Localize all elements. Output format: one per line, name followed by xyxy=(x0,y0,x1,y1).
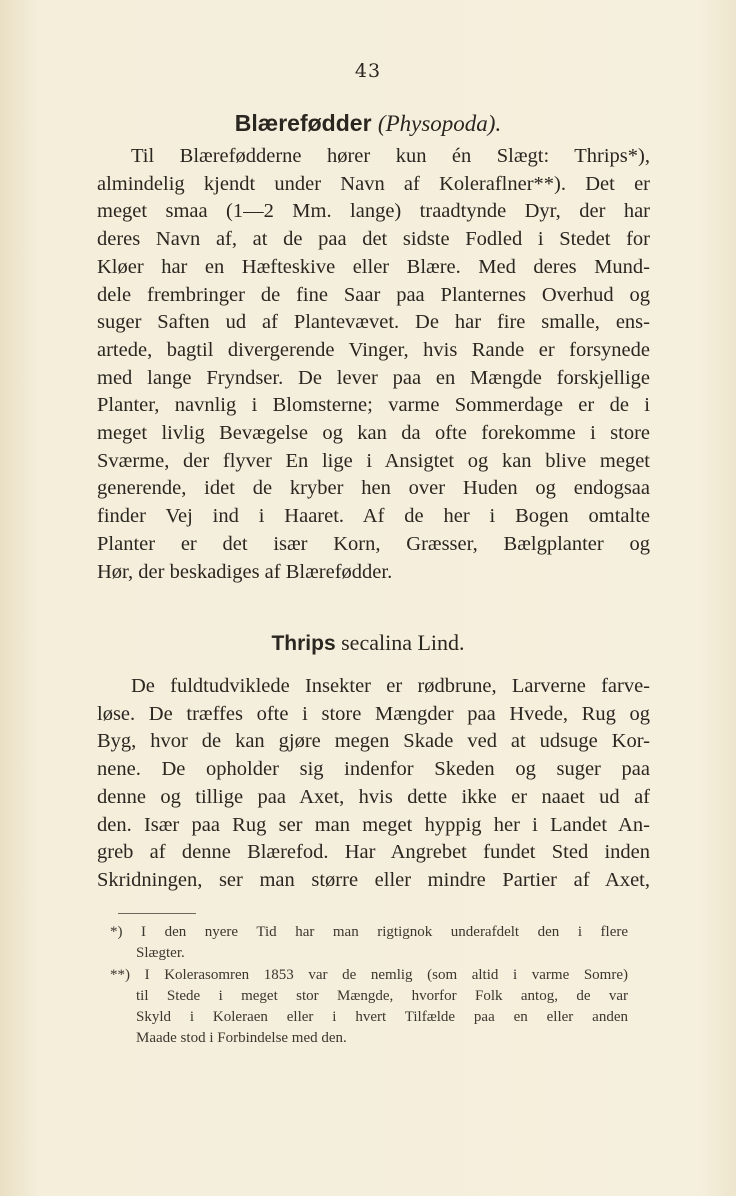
text-line: Byg, hvor de kan gjøre megen Skade ved at udsuge Kor- xyxy=(97,730,650,753)
text-line: Planter er det især Korn, Græsser, Bælgplanter og xyxy=(97,532,650,555)
text-line: Planter, navnlig i Blomsterne; varme Sommerdage er de i xyxy=(97,394,650,417)
subsection-heading xyxy=(0,630,736,656)
text-line: De fuldtudviklede Insekter er rødbrune, Larverne farve- xyxy=(131,675,650,697)
text-line: løse. De træffes ofte i store Mængder paa Hvede, Rug og xyxy=(97,702,650,725)
section-heading xyxy=(0,110,736,137)
footnote-line: Skyld i Koleraen eller i hvert Tilfælde paa en eller anden xyxy=(136,1009,628,1026)
footnote-line: *) I den nyere Tid har man rigtignok underafdelt den i flere xyxy=(110,924,628,940)
text-line: med lange Fryndser. De lever paa en Mængde forskjellige xyxy=(97,366,650,389)
text-line: meget smaa (1—2 Mm. lange) traadtynde Dyr, der har xyxy=(97,200,650,223)
footnote-line: til Stede i meget stor Mængde, hvorfor Folk antog, de var xyxy=(136,987,628,1004)
text-line: artede, bagtil divergerende Vinger, hvis Rande er forsynede xyxy=(97,338,650,361)
text-line: dele frembringer de fine Saar paa Planternes Overhud og xyxy=(97,283,650,306)
paragraph-thrips-secalina xyxy=(97,673,650,895)
text-line: Til Blærefødderne hører kun én Slægt: Thrips*), xyxy=(131,145,650,167)
text-line: meget livlig Bevægelse og kan da ofte forekomme i store xyxy=(97,422,650,445)
footnote-divider xyxy=(118,913,196,914)
subsection-title-rest: secalina Lind. xyxy=(341,630,465,655)
text-line: den. Især paa Rug ser man meget hyppig her i Landet An- xyxy=(97,813,650,836)
text-line: greb af denne Blærefod. Har Angrebet fundet Sted inden xyxy=(97,841,650,864)
footnote-line: Maade stod i Forbindelse med den. xyxy=(136,1030,347,1047)
text-line: Sværme, der flyver En lige i Ansigtet og kan blive meget xyxy=(97,449,650,472)
text-line: denne og tillige paa Axet, hvis dette ikke er naaet ud af xyxy=(97,785,650,808)
subsection-title: Thrips xyxy=(271,632,336,655)
paragraph-thrips-intro xyxy=(97,143,650,586)
text-line: Skridningen, ser man større eller mindre Partier af Axet, xyxy=(97,868,650,891)
text-line: finder Vej ind i Haaret. Af de her i Bogen omtalte xyxy=(97,505,650,528)
footnote-line: **) I Kolerasomren 1853 var de nemlig (som altid i varme Somre) xyxy=(110,966,628,983)
page-number: 43 xyxy=(354,60,382,82)
text-line: suger Saften ud af Plantevævet. De har fire smalle, ens- xyxy=(97,311,650,334)
text-line: almindelig kjendt under Navn af Koleraflner**). Det er xyxy=(97,172,650,195)
section-title: Blærefødder xyxy=(234,110,372,136)
text-line: nene. De opholder sig indenfor Skeden og suger paa xyxy=(97,758,650,781)
footnote-line: Slægter. xyxy=(136,945,185,962)
text-line: Kløer har en Hæfteskive eller Blære. Med deres Mund- xyxy=(97,255,650,278)
text-line: generende, idet de kryber hen over Huden og endogsaa xyxy=(97,477,650,500)
text-line: deres Navn af, at de paa det sidste Fodled i Stedet for xyxy=(97,228,650,251)
text-line: Hør, der beskadiges af Blærefødder. xyxy=(97,560,393,583)
section-title-latin: (Physopoda). xyxy=(377,111,502,136)
footnotes xyxy=(110,922,628,1050)
